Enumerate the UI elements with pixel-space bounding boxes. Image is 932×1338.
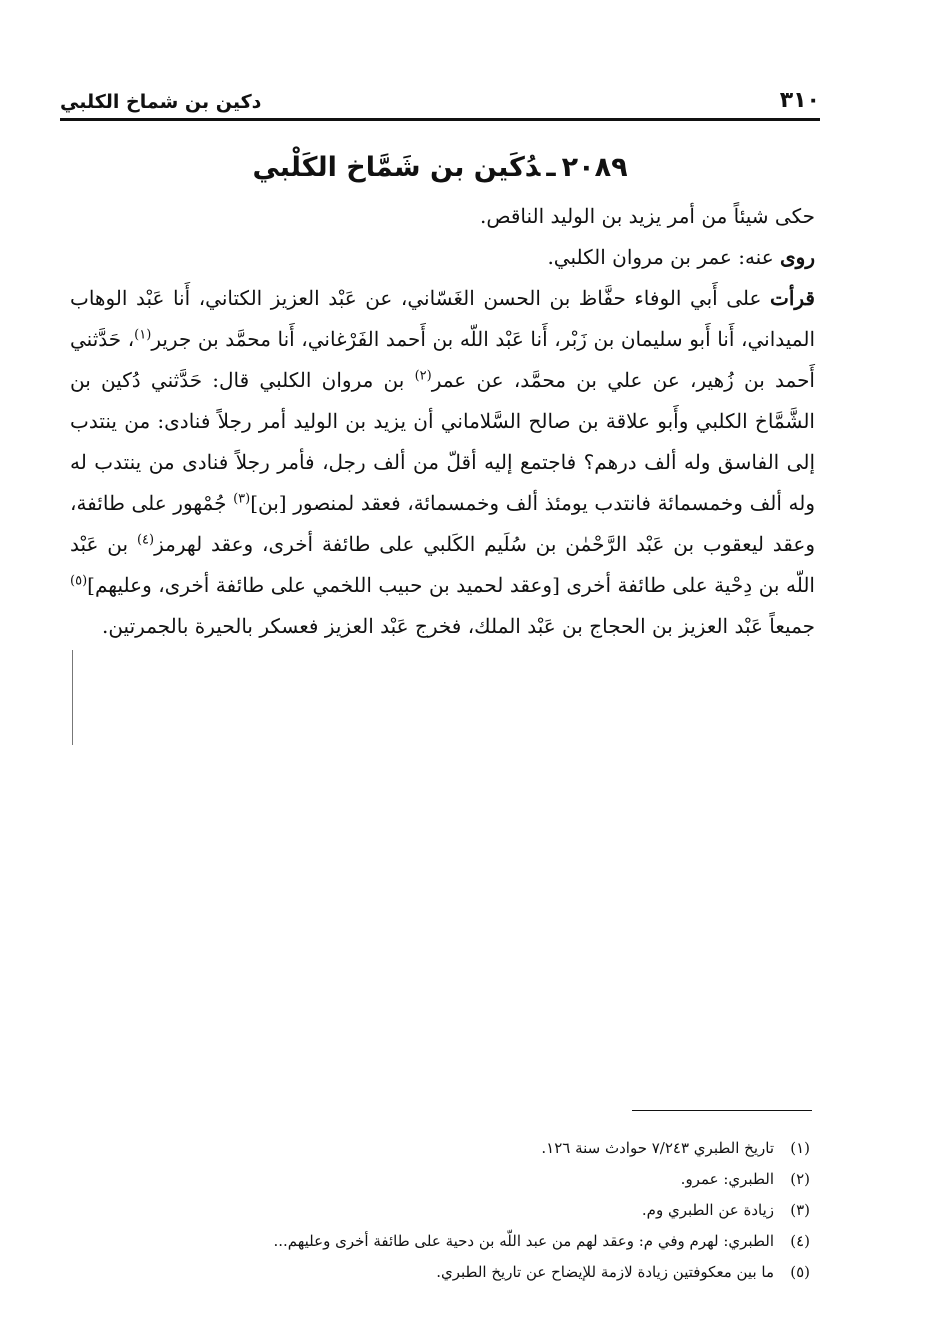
- paragraph-1: [70, 196, 815, 237]
- footnote-number: (٢): [790, 1170, 810, 1188]
- paragraph-3-text-c: بن مروان الكلبي قال: حَدَّثني دُكين بن الشَّمَّاخ الكلبي وأَبو علاقة بن صالح السَّلاماني أن يزيد بن الوليد أمر رجلاً فنادى: من ينتدب إلى الفاسق وله ألف درهم؟ فاجتمع إليه أقلّ من ألف رجل، فأمر رجلاً فنادى من ينتدب له وله ألف وخمسمائة فانتدب يومئذ ألف وخمسمائة، فعقد لمنصور [بن]: [70, 368, 815, 515]
- entry-title: [60, 148, 820, 188]
- body-text: [70, 196, 815, 647]
- footnote-number: (٤): [790, 1232, 810, 1250]
- footnote-2: [120, 1164, 810, 1195]
- paragraph-1-text: حكى شيئاً من أمر يزيد بن الوليد الناقص.: [479, 204, 815, 228]
- footnote-number: (٥): [790, 1263, 810, 1281]
- entry-separator: ـ: [546, 152, 556, 183]
- footnote-number: (٣): [790, 1201, 810, 1219]
- paragraph-3-text-e: بن عَبْد اللّه بن دِحْية على طائفة أخرى [وعقد لحميد بن حبيب اللخمي على طائفة أخرى، وعليهم]: [70, 532, 815, 597]
- footnote-5: [120, 1257, 810, 1288]
- paragraph-2-lead: روى: [780, 245, 815, 269]
- footnote-ref-2: (٢): [414, 368, 432, 384]
- footnote-3: [120, 1195, 810, 1226]
- footnote-ref-3: (٣): [233, 491, 251, 507]
- header-rule: [60, 118, 820, 121]
- footnote-ref-4: (٤): [136, 532, 155, 548]
- paragraph-2-text: عنه: عمر بن مروان الكلبي.: [547, 245, 781, 269]
- paragraph-2: [70, 237, 815, 278]
- footnote-text: ما بين معكوفتين زيادة لازمة للإيضاح عن تاريخ الطبري.: [436, 1263, 774, 1281]
- paragraph-3-text-f: جميعاً عَبْد العزيز بن الحجاج بن عَبْد الملك، فخرج عَبْد العزيز فعسكر بالحيرة بالجمرتين.: [101, 614, 815, 638]
- footnote-ref-5: (٥): [70, 573, 88, 589]
- paragraph-3-text-d: جُمْهور على طائفة، وعقد ليعقوب بن عَبْد الرَّحْمٰن بن سُلَيم الكَلبي على طائفة أخرى، وعقد لهرمز: [70, 491, 815, 556]
- paragraph-3-lead: قرأت: [770, 286, 815, 310]
- footnote-text: الطبري: عمرو.: [680, 1170, 774, 1188]
- margin-scan-line: [72, 650, 73, 745]
- footnote-separator: [632, 1110, 812, 1111]
- footnote-text: الطبري: لهرم وفي م: وعقد لهم من عبد اللّه بن دحية على طائفة أخرى وعليهم...: [273, 1232, 774, 1250]
- page-header: [60, 82, 820, 118]
- footnote-text: زيادة عن الطبري وم.: [641, 1201, 774, 1219]
- paragraph-3-text-b: ، حَدَّثني أَحمد بن زُهير، عن علي بن محمَّد، عن عمر: [70, 327, 815, 392]
- running-head: دكين بن شماخ الكلبي: [60, 91, 262, 113]
- paragraph-3: [70, 278, 815, 647]
- footnote-number: (١): [790, 1139, 810, 1157]
- footnotes: [120, 1133, 810, 1288]
- footnote-ref-1: (١): [134, 327, 152, 343]
- entry-name: دُكَين بن شَمَّاخ الكَلْبي: [252, 152, 541, 183]
- page-number: ٣١٠: [779, 88, 820, 113]
- paragraph-3-text-a: على أَبي الوفاء حفَّاظ بن الحسن الغَسّاني، عن عَبْد العزيز الكتاني، أَنا عَبْد الوهاب الميداني، أَنا أَبو سليمان بن زَبْر، أَنا عَبْد اللّه بن أَحمد الفَرْغاني، أَنا محمَّد بن جرير: [70, 286, 815, 351]
- footnote-text: تاريخ الطبري ٧/٢٤٣ حوادث سنة ١٢٦.: [541, 1139, 774, 1157]
- entry-number: ٢٠٨٩: [561, 152, 628, 183]
- footnote-4: [120, 1226, 810, 1257]
- footnote-1: [120, 1133, 810, 1164]
